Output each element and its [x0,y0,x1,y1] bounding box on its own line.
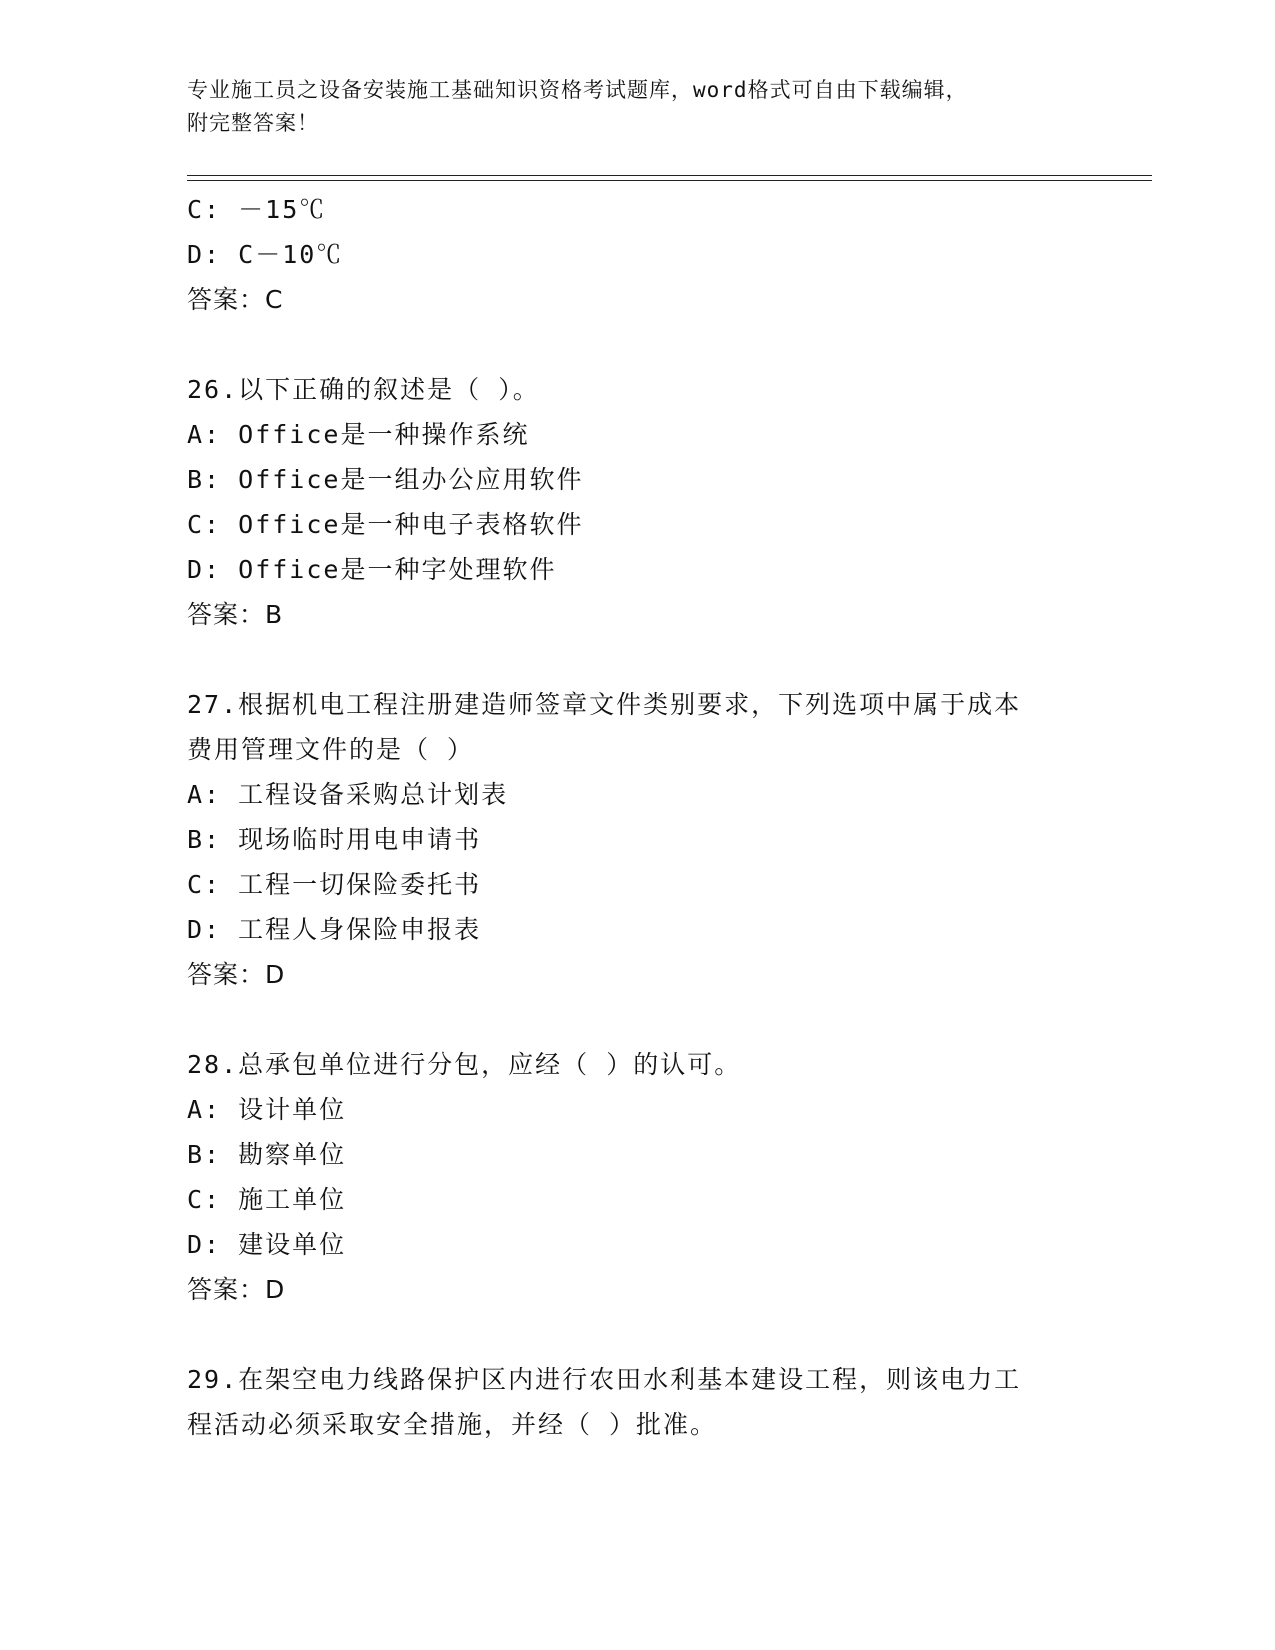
question-27-option-a: A: 工程设备采购总计划表 [187,780,509,809]
header-title-line-2: 附完整答案！ [187,111,319,135]
question-27-option-b: B: 现场临时用电申请书 [187,825,482,854]
question-27-stem-line-2: 费用管理文件的是（ ） [187,735,475,764]
question-28-option-c: C: 施工单位 [187,1185,347,1214]
question-28-option-d: D: 建设单位 [187,1230,347,1259]
answer: 答案：C [187,285,284,314]
question-26-stem: 26.以下正确的叙述是（ ）。 [187,375,540,404]
question-29-stem-line-2: 程活动必须采取安全措施，并经（ ）批准。 [187,1410,718,1439]
header-divider-top [187,175,1152,176]
question-28-option-b: B: 勘察单位 [187,1140,347,1169]
option-c: C: －15℃ [187,195,327,224]
question-26-answer: 答案：B [187,600,284,629]
question-29-stem-line-1: 29.在架空电力线路保护区内进行农田水利基本建设工程，则该电力工 [187,1365,1022,1394]
question-26-option-b: B: Office是一组办公应用软件 [187,465,584,494]
question-26-option-d: D: Office是一种字处理软件 [187,555,557,584]
question-27-stem-line-1: 27.根据机电工程注册建造师签章文件类别要求，下列选项中属于成本 [187,690,1022,719]
question-28-stem: 28.总承包单位进行分包，应经（ ）的认可。 [187,1050,742,1079]
question-28-option-a: A: 设计单位 [187,1095,347,1124]
question-26-option-c: C: Office是一种电子表格软件 [187,510,584,539]
header-title-line-1: 专业施工员之设备安装施工基础知识资格考试题库，word格式可自由下载编辑， [187,78,968,102]
header-divider-bottom [187,180,1152,181]
option-d: D: C－10℃ [187,240,344,269]
document-header [187,74,1087,140]
question-27-option-c: C: 工程一切保险委托书 [187,870,482,899]
question-26-option-a: A: Office是一种操作系统 [187,420,530,449]
question-27-answer: 答案：D [187,960,286,989]
question-27-option-d: D: 工程人身保险申报表 [187,915,482,944]
question-28-answer: 答案：D [187,1275,286,1304]
